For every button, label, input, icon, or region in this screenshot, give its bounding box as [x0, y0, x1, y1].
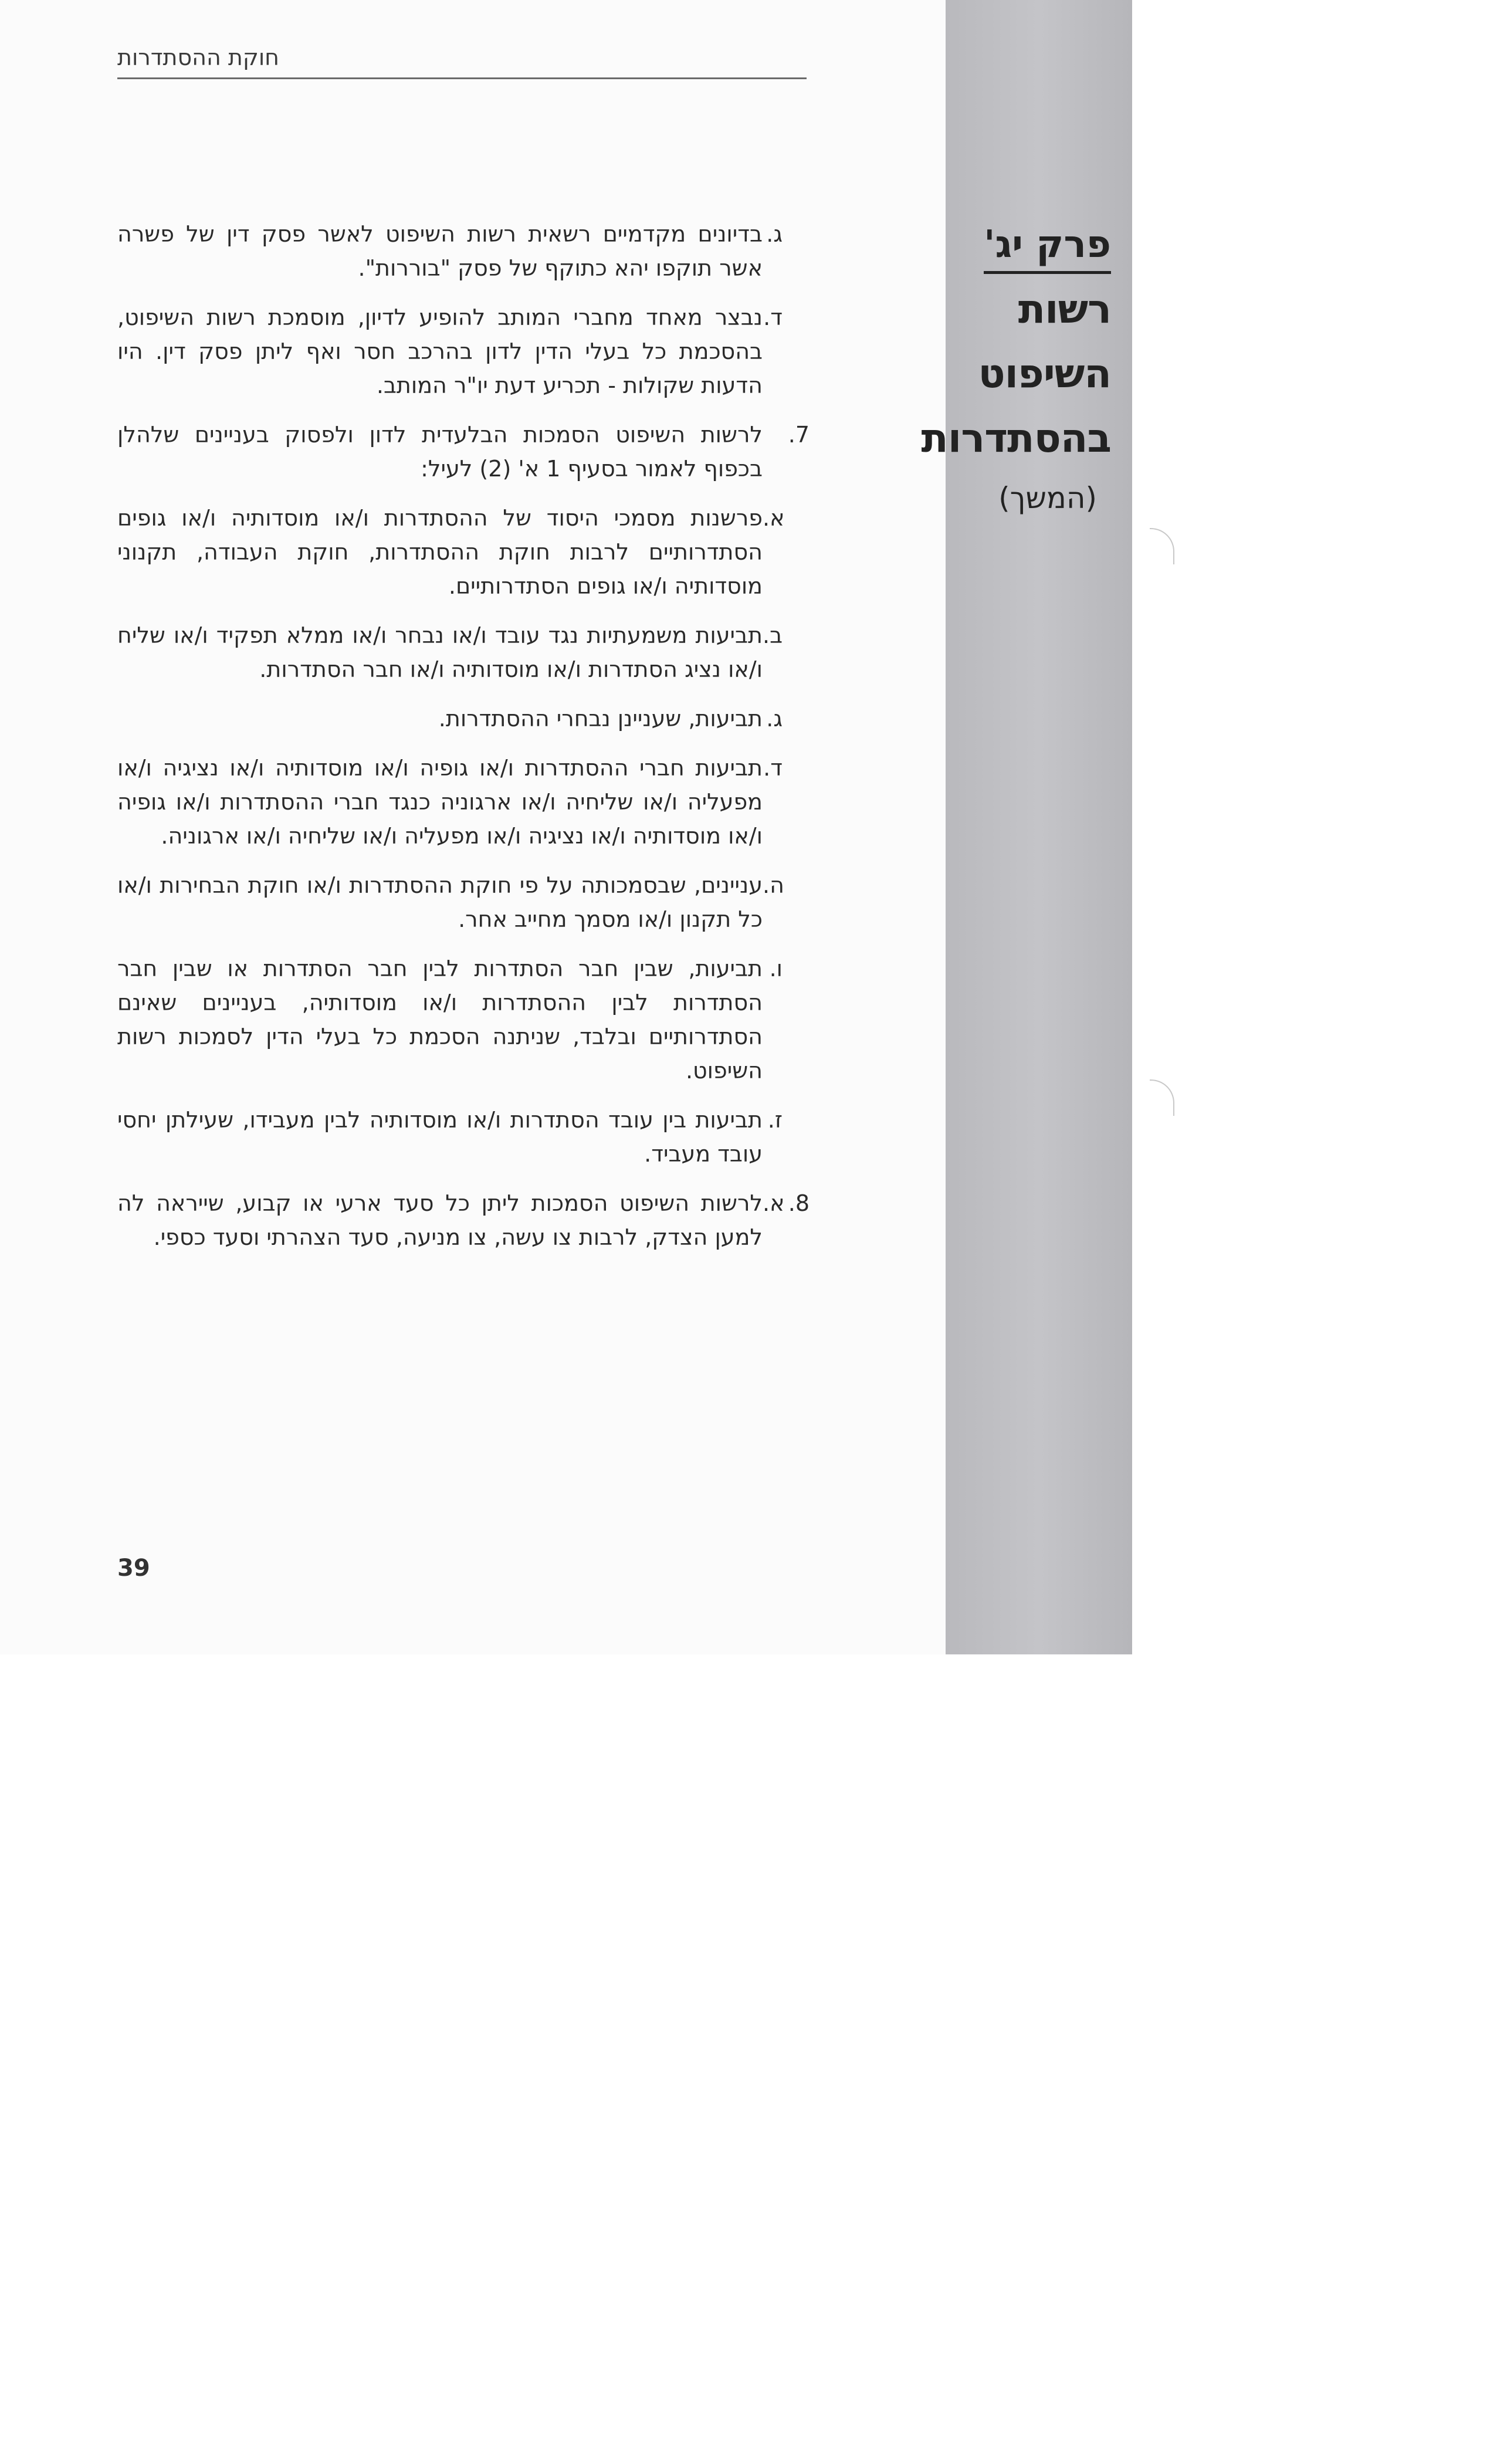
list-item [117, 1103, 810, 1171]
item-text: תביעות משמעתיות נגד עובד ו/או נבחר ו/או ממלא תפקיד ו/או שליח ו/או נציג הסתדרות ו/או מוסדותיה ו/או חבר הסתדרות. [117, 622, 763, 682]
list-item [117, 418, 810, 486]
item-number [783, 952, 810, 986]
item-number [784, 501, 810, 535]
item-number: 8. [788, 1190, 810, 1216]
item-number: 7. [788, 422, 810, 448]
item-marker [763, 702, 810, 736]
item-marker [763, 868, 810, 902]
header-title: חוקת ההסתדרות [117, 45, 280, 70]
item-letter: ז. [767, 1107, 783, 1133]
item-letter: א. [763, 1190, 785, 1216]
chapter-title-line: בהסתדרות [921, 415, 1111, 462]
body-text [117, 217, 810, 1270]
item-marker [763, 952, 810, 986]
item-text: תביעות חברי ההסתדרות ו/או גופיה ו/או מוסדותיה ו/או נציגיה ו/או מפעליה ו/או שליחיה ו/או ארגוניה כנגד חברי ההסתדרות ו/או גופיה ו/או מוסדותיה ו/או נציגיה ו/או מפעליה ו/או שליחיה ו/או ארגוניה. [117, 755, 763, 849]
item-letter: א. [763, 505, 785, 531]
item-text: לרשות השיפוט הסמכות הבלעדית לדון ולפסוק בעניינים שלהלן בכפוף לאמור בסעיף 1 א' (2) לעיל: [117, 422, 763, 482]
item-marker [763, 300, 810, 334]
item-text: פרשנות מסמכי היסוד של ההסתדרות ו/או מוסדותיה ו/או גופים הסתדרותיים לרבות חוקת ההסתדרות, חוקת העבודה, תקנוני מוסדותיה ו/או גופים הסתדרותיים. [117, 505, 763, 599]
chapter-tab [921, 0, 1132, 1654]
item-letter: ד. [763, 755, 783, 781]
item-text: תביעות, שעניינן נבחרי ההסתדרות. [438, 706, 763, 732]
page-number: 39 [117, 1555, 150, 1582]
list-item [117, 217, 810, 285]
list-item [117, 501, 810, 603]
item-number [784, 868, 810, 902]
item-text: בדיונים מקדמיים רשאית רשות השיפוט לאשר פסק דין של פשרה אשר תוקפו יהא כתוקף של פסק "בוררות". [117, 221, 763, 281]
list-item [117, 1186, 810, 1254]
item-marker [763, 618, 810, 652]
list-item [117, 618, 810, 686]
item-marker [763, 418, 810, 452]
item-text: נבצר מאחד מחברי המותב להופיע לדיון, מוסמכת רשות השיפוט, בהסכמת כל בעלי הדין לדון בהרכב חסר ואף ליתן פסק דין. היו הדעות שקולות - תכריע דעת יו"ר המותב. [117, 304, 763, 398]
chapter-title-line: רשות [1018, 286, 1111, 333]
item-number [783, 618, 810, 652]
list-item [117, 952, 810, 1088]
item-text: תביעות, שבין חבר הסתדרות לבין חבר הסתדרות או שבין חבר הסתדרות לבין ההסתדרות ו/או מוסדותיה, בעניינים שאינם הסתדרותיים ובלבד, שניתנה הסכמת כל בעלי הדין לסמכות רשות השיפוט. [117, 956, 763, 1084]
binding-hole-mark [1150, 1079, 1174, 1116]
item-number [783, 1103, 810, 1137]
item-letter: ד. [763, 304, 783, 330]
item-marker [763, 217, 810, 251]
item-marker [763, 751, 810, 785]
item-marker [763, 1186, 810, 1220]
chapter-continued-label: (המשך) [998, 481, 1097, 515]
item-text: עניינים, שבסמכותה על פי חוקת ההסתדרות ו/או חוקת הבחירות ו/או כל תקנון ו/או מסמך מחייב אחר. [117, 872, 763, 932]
item-text: לרשות השיפוט הסמכות ליתן כל סעד ארעי או קבוע, שייראה לה למען הצדק, לרבות צו עשה, צו מניעה, סעד הצהרתי וסעד כספי. [117, 1190, 763, 1250]
binding-hole-mark [1150, 528, 1174, 564]
item-marker [763, 1103, 810, 1137]
item-number [783, 702, 810, 736]
item-number [783, 751, 810, 785]
item-letter: ה. [763, 872, 784, 898]
item-letter: ו. [769, 956, 783, 981]
chapter-title-line: השיפוט [978, 351, 1111, 397]
list-item [117, 702, 810, 736]
chapter-heading: פרק יג' [984, 223, 1111, 274]
item-letter: ג. [766, 221, 783, 247]
item-number [783, 217, 810, 251]
item-text: תביעות בין עובד הסתדרות ו/או מוסדותיה לבין מעבידו, שעילתן יחסי עובד מעביד. [117, 1107, 763, 1167]
item-marker [763, 501, 810, 535]
list-item [117, 300, 810, 402]
item-letter: ג. [766, 706, 783, 732]
list-item [117, 868, 810, 936]
item-letter: ב. [763, 622, 783, 648]
list-item [117, 751, 810, 853]
running-header [117, 42, 807, 79]
item-number [783, 300, 810, 334]
